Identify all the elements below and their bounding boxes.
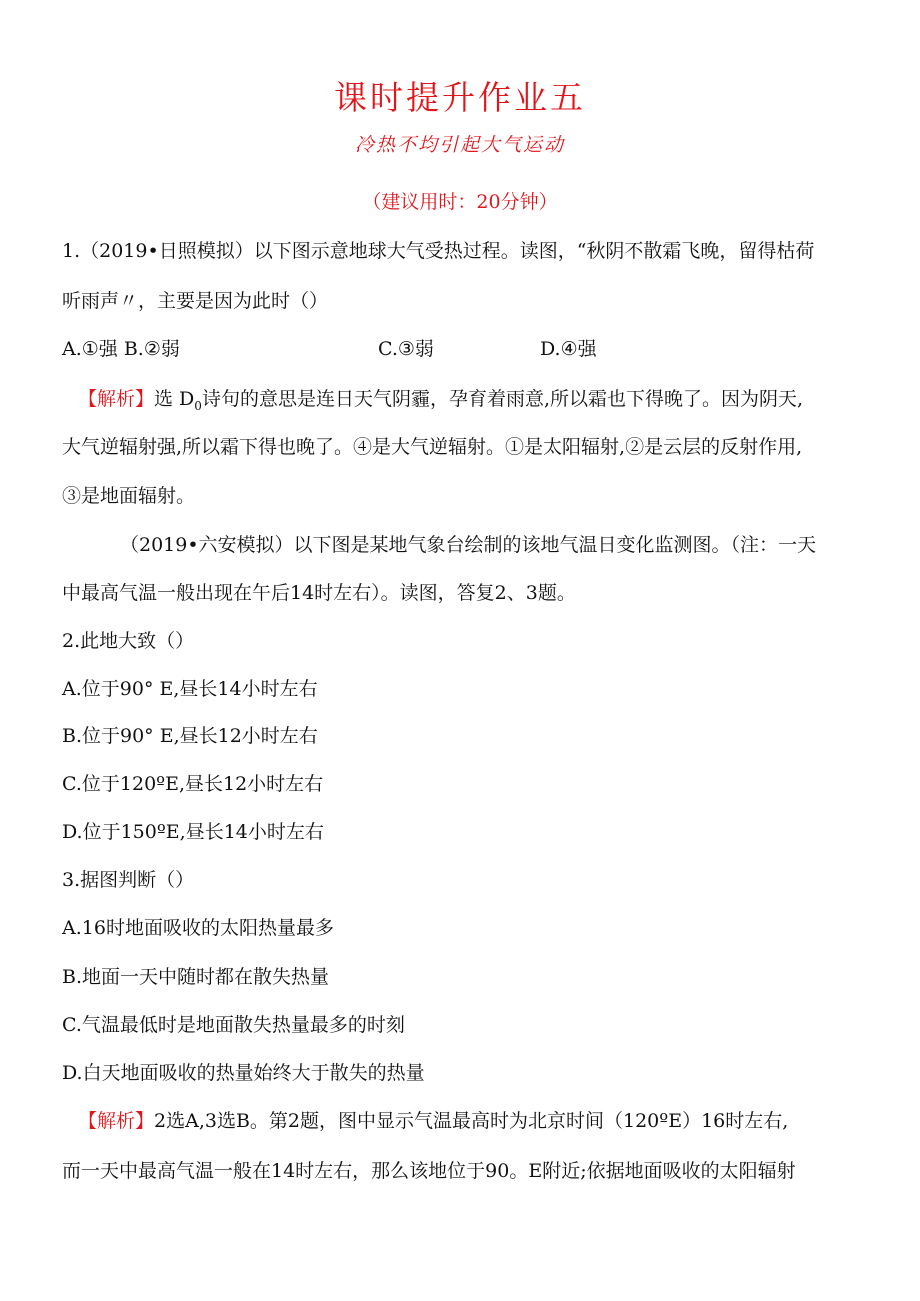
q3-option-c: C.气温最低时是地面散失热量最多的时刻 bbox=[62, 1014, 405, 1036]
q1-option-d: D.④强 bbox=[540, 338, 597, 360]
q1-stem-line2: 听雨声〃，主要是因为此时（） bbox=[62, 290, 329, 312]
analysis-text: 2选A,3选B。第2题，图中显示气温最高时为北京时间（120ºE）16时左右, bbox=[154, 1110, 789, 1132]
analysis-tag: 【解析】 bbox=[78, 388, 155, 410]
q1-option-c: C.③弱 bbox=[378, 338, 434, 360]
q3-option-a: A.16时地面吸收的太阳热量最多 bbox=[62, 917, 334, 939]
intro-line2: 中最高气温一般出现在午后14时左右）。读图，答复2、3题。 bbox=[62, 582, 576, 604]
q1-analysis-line2: 大气逆辐射强,所以霜下得也晚了。④是大气逆辐射。①是太阳辐射,②是云层的反射作用, bbox=[62, 436, 803, 458]
q3-option-b: B.地面一天中随时都在散失热量 bbox=[62, 966, 330, 988]
intro-line1: （2019•六安模拟）以下图是某地气象台绘制的该地气温日变化监测图。（注：一天 bbox=[120, 534, 817, 556]
q3-analysis-line1 bbox=[78, 1106, 788, 1133]
q1-analysis-line3: ③是地面辐射。 bbox=[62, 485, 196, 507]
q2-stem: 2.此地大致（） bbox=[62, 630, 195, 652]
page-subtitle: 冷热不均引起大气运动 bbox=[354, 134, 565, 156]
q2-option-c: C.位于120ºE,昼长12小时左右 bbox=[62, 773, 324, 795]
q2-option-a: A.位于90° E,昼长14小时左右 bbox=[62, 678, 318, 700]
q1-analysis-line1 bbox=[78, 384, 803, 413]
page-title: 课时提升作业五 bbox=[334, 78, 586, 117]
q3-analysis-line2: 而一天中最高气温一般在14时左右，那么该地位于90。E附近;依据地面吸收的太阳辐射 bbox=[62, 1160, 796, 1182]
analysis-answer: 选 D bbox=[154, 388, 195, 410]
q2-option-d: D.位于150ºE,昼长14小时左右 bbox=[62, 821, 324, 843]
analysis-tag: 【解析】 bbox=[78, 1110, 155, 1132]
q1-stem-line1: 1.（2019•日照模拟）以下图示意地球大气受热过程。读图，“秋阴不散霜飞晚，留得枯荷 bbox=[62, 240, 815, 262]
q3-stem: 3.据图判断（） bbox=[62, 869, 195, 891]
q1-option-ab: A.①强 B.②弱 bbox=[62, 338, 180, 360]
analysis-subscript: 0 bbox=[194, 398, 202, 413]
analysis-text: 诗句的意思是连日天气阴霾，孕育着雨意,所以霜也下得晚了。因为阴天, bbox=[201, 388, 804, 410]
q3-option-d: D.白天地面吸收的热量始终大于散失的热量 bbox=[62, 1062, 425, 1084]
time-hint: （建议用时：20分钟） bbox=[362, 191, 558, 213]
q2-option-b: B.位于90° E,昼长12小时左右 bbox=[62, 725, 318, 747]
